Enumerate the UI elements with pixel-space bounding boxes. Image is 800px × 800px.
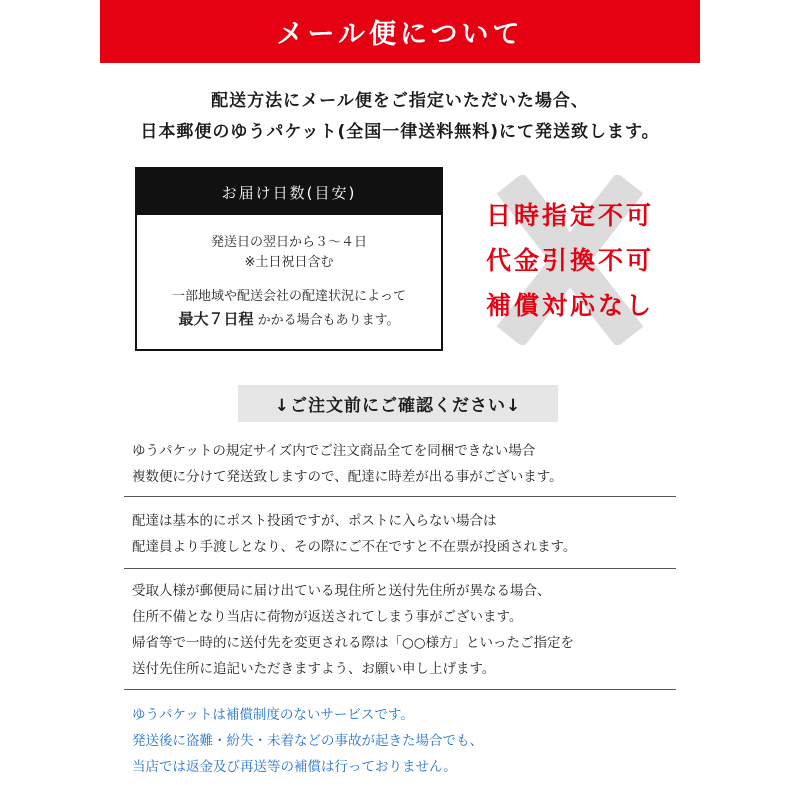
notice-split-shipment [132, 438, 692, 490]
max-days-emphasis: 最大７日程 [178, 310, 254, 328]
notice-line: 配達員より手渡しとなり、その際にご不在ですと不在票が投函されます。 [132, 539, 577, 555]
notice-line: 受取人様が郵便局に届け出ている現住所と送付先住所が異なる場合、 [132, 583, 551, 599]
delivery-line-3: 一部地域や配送会社の配達状況によって [171, 289, 406, 304]
confirm-label-text: ↓ご注文前にご確認ください↓ [274, 396, 522, 416]
notice-line: 送付先住所に追記いただきますよう、お願い申し上げます。 [132, 661, 496, 677]
delivery-line-4 [137, 308, 441, 332]
notice-line: 発送後に盗難・紛失・未着などの事故が起きた場合でも、 [132, 733, 483, 749]
delivery-line-2: ※土日祝日含む [244, 255, 334, 270]
notice-mailbox-delivery [132, 508, 692, 560]
notice-line: ゆうパケットの規定サイズ内でご注文商品全てを同梱できない場合 [132, 443, 536, 459]
confirm-before-order-label [238, 385, 558, 422]
notice-line: 帰省等で一時的に送付先を変更される際は「○○様方」といったご指定を [132, 635, 575, 651]
restrictions-panel [470, 175, 670, 345]
restriction-list [470, 193, 670, 328]
delivery-days-body [137, 233, 441, 332]
divider [124, 689, 676, 690]
restriction-item: 日時指定不可 [485, 201, 654, 230]
divider [124, 568, 676, 569]
delivery-heading-text: お届け日数(目安) [221, 183, 357, 202]
header-banner [100, 0, 700, 63]
delivery-line-1: 発送日の翌日から３～４日 [210, 235, 367, 250]
intro-text [100, 86, 700, 148]
notice-line: 複数便に分けて発送致しますので、配達に時差が出る事がございます。 [132, 469, 563, 485]
notice-line: ゆうパケットは補償制度のないサービスです。 [132, 707, 414, 723]
restriction-item: 補償対応なし [485, 291, 654, 320]
delivery-line-4-rest: かかる場合もあります。 [253, 313, 400, 328]
banner-title: メール便について [276, 19, 524, 50]
delivery-days-box [135, 167, 443, 351]
notice-no-compensation [132, 702, 692, 780]
delivery-days-heading [137, 169, 441, 215]
notice-line: 配達は基本的にポスト投函ですが、ポストに入らない場合は [132, 513, 497, 529]
notice-address-mismatch [132, 578, 692, 682]
intro-line-1: 配送方法にメール便をご指定いただいた場合、 [211, 91, 589, 111]
notice-line: 当店では返金及び再送等の補償は行っておりません。 [132, 759, 457, 775]
notice-line: 住所不備となり当店に荷物が返送されてしまう事がございます。 [132, 609, 523, 625]
intro-line-2: 日本郵便のゆうパケット(全国一律送料無料)にて発送致します。 [140, 122, 660, 142]
divider [124, 496, 676, 497]
restriction-item: 代金引換不可 [485, 246, 654, 275]
